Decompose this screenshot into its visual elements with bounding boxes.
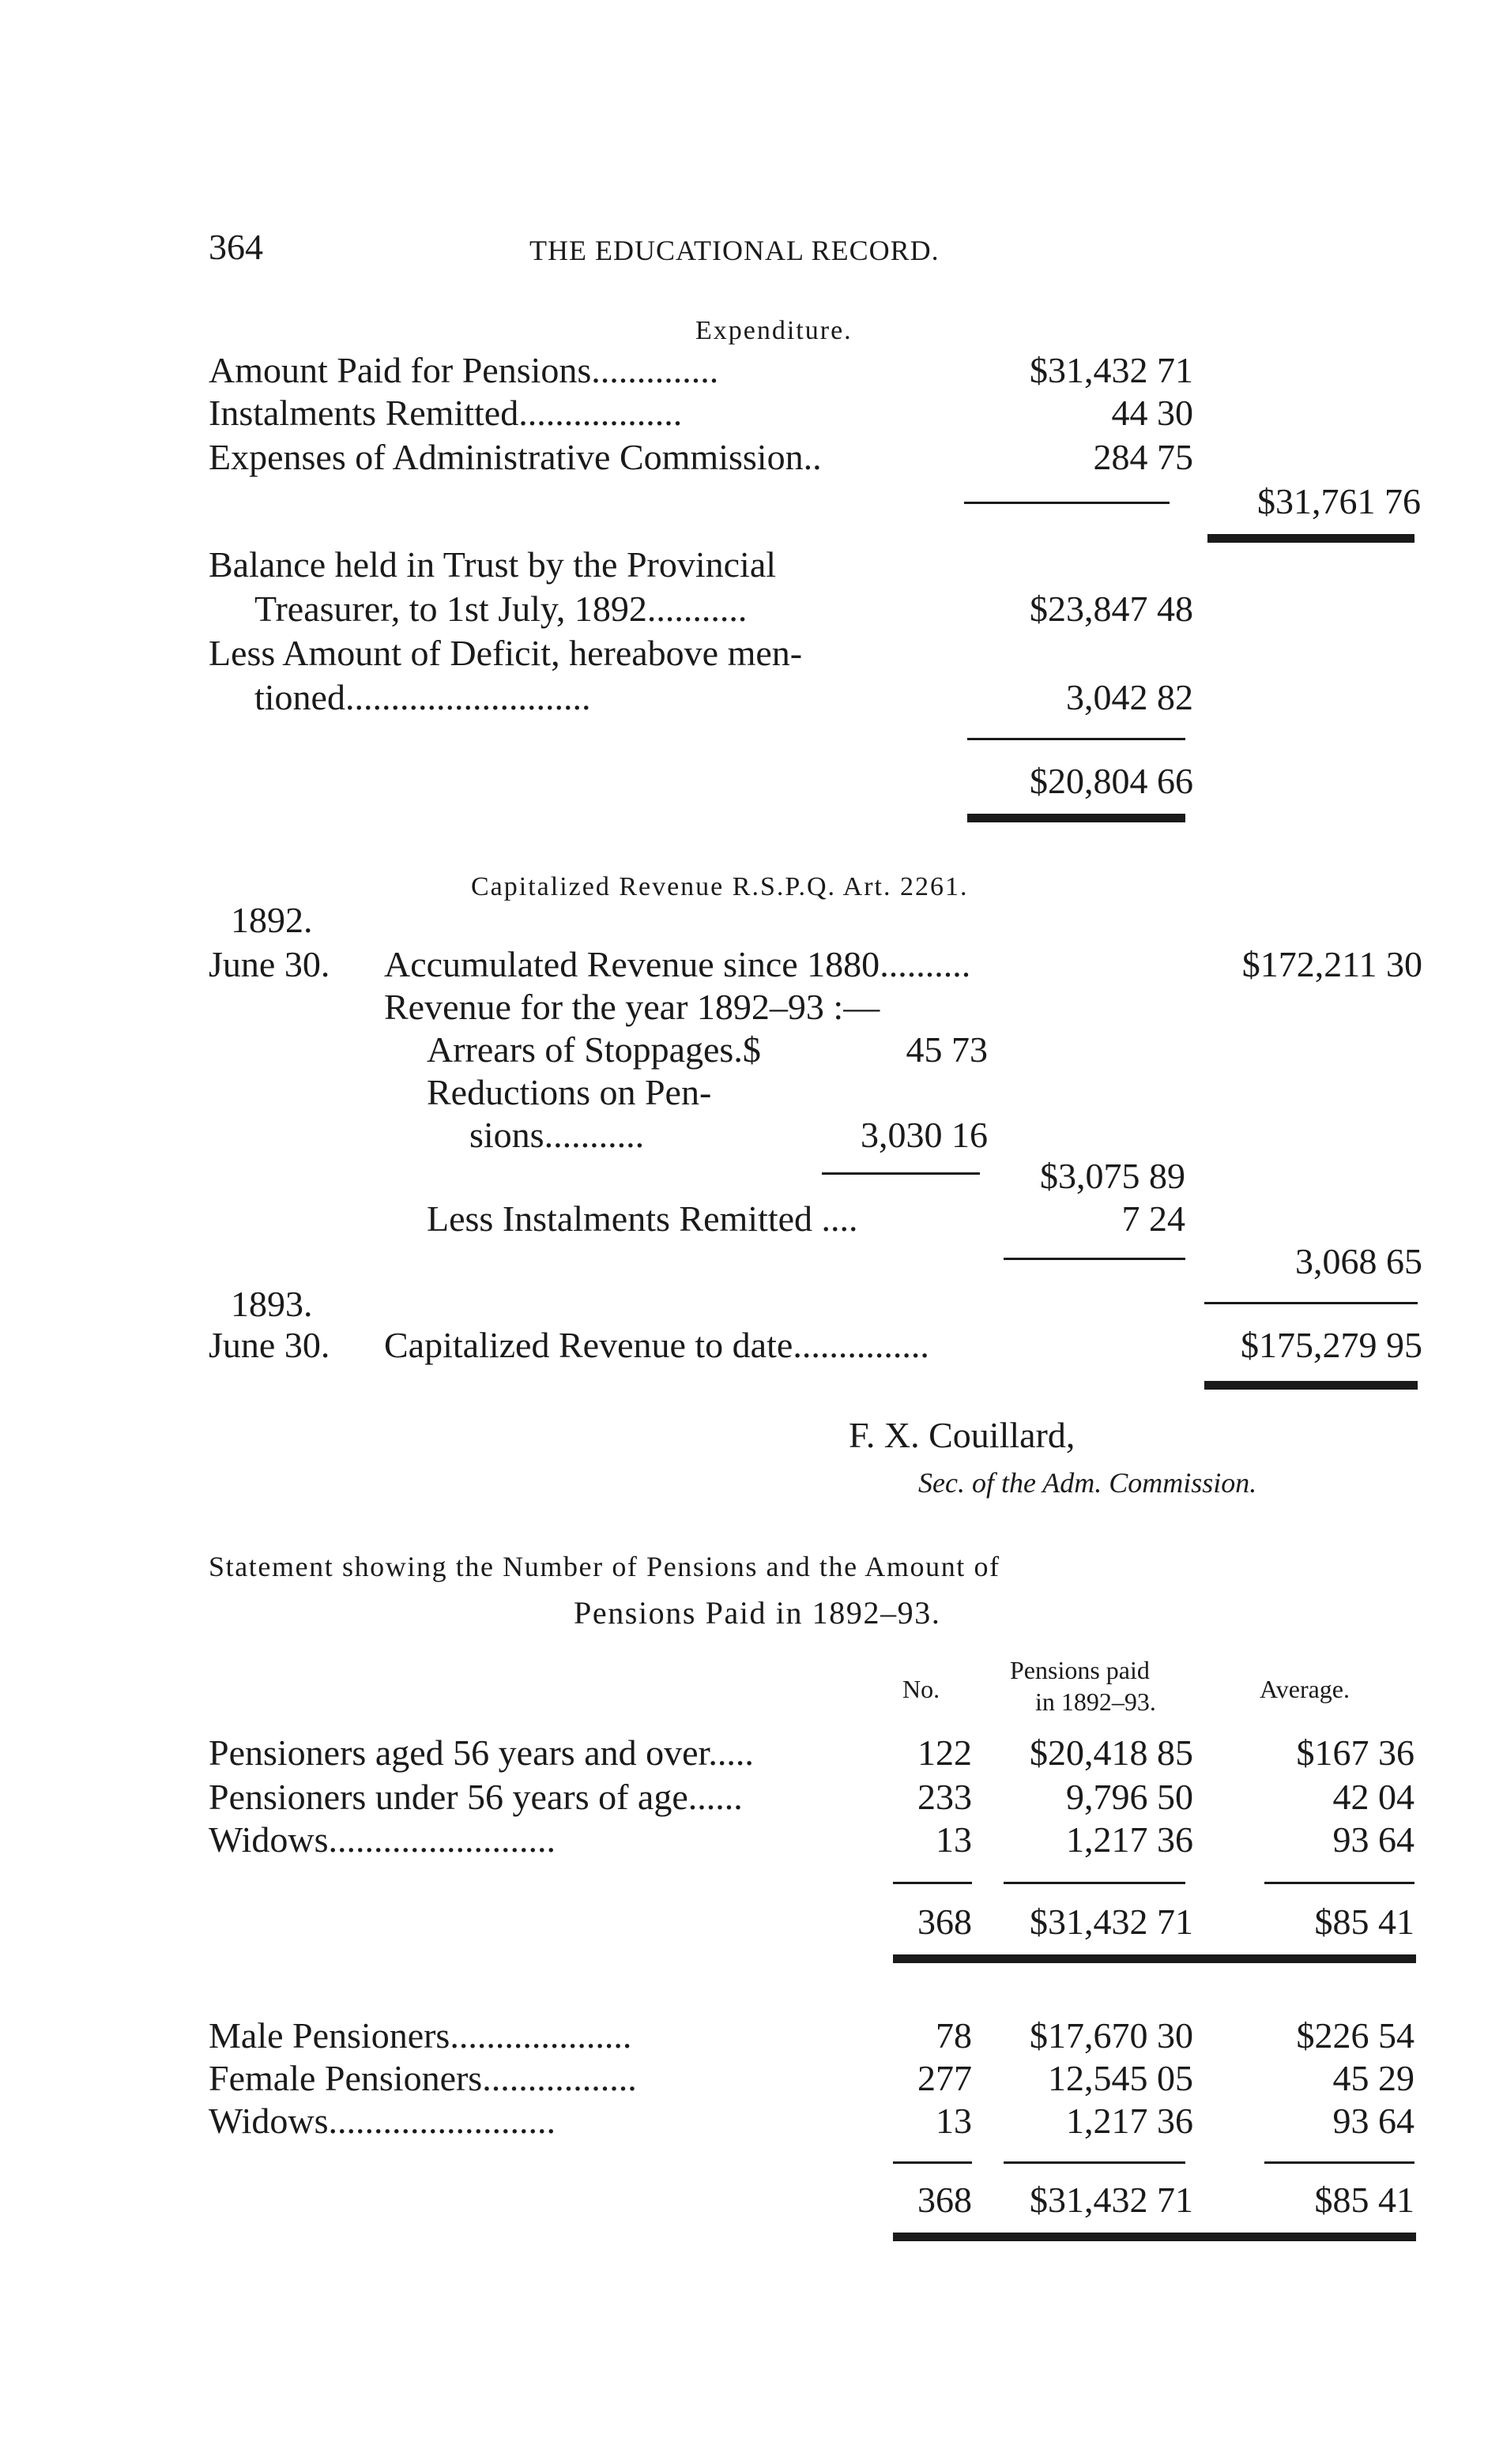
column-rule	[893, 1882, 972, 1884]
table-row: Widows.........................	[209, 1819, 556, 1860]
statement-title: Statement showing the Number of Pensions and the Amount of	[209, 1551, 1000, 1582]
balance-line: tioned...........................	[254, 677, 591, 717]
column-rule	[1264, 1882, 1414, 1884]
expenditure-subtotal-rule	[964, 502, 1170, 504]
balance-line: Balance held in Trust by the Provincial	[209, 544, 777, 585]
total-avg: $85 41	[1314, 2180, 1414, 2220]
total-double-rule	[893, 2233, 1416, 2241]
column-rule	[1264, 2161, 1414, 2164]
less-instalments-label: Less Instalments Remitted ....	[427, 1198, 858, 1239]
column-header-paid: in 1892–93.	[1035, 1687, 1156, 1716]
to-date-label: Capitalized Revenue to date...............	[384, 1325, 929, 1365]
table-cell-avg: 42 04	[1332, 1777, 1414, 1817]
balance-line: Treasurer, to 1st July, 1892...........	[254, 589, 748, 629]
balance-net-double-rule	[967, 814, 1185, 822]
statement-title: Pensions Paid in 1892–93.	[574, 1595, 941, 1631]
total-paid: $31,432 71	[1030, 2180, 1193, 2220]
column-header-average: Average.	[1260, 1675, 1350, 1703]
expenditure-total: $31,761 76	[1257, 481, 1421, 521]
total-avg: $85 41	[1314, 1902, 1414, 1942]
signature-name: F. X. Couillard,	[849, 1415, 1075, 1455]
table-cell-paid: $20,418 85	[1030, 1732, 1193, 1773]
table-row: Pensioners under 56 years of age......	[209, 1777, 743, 1817]
table-row: Widows.........................	[209, 2101, 556, 2141]
table-cell-paid: 9,796 50	[1066, 1777, 1193, 1817]
reductions-amount: 3,030 16	[861, 1115, 988, 1155]
expenditure-row-label: Amount Paid for Pensions..............	[209, 350, 719, 390]
column-rule	[1004, 1882, 1185, 1884]
to-date-rule	[1204, 1302, 1418, 1304]
less-instalments-amount: 7 24	[1121, 1198, 1185, 1239]
table-cell-paid: 12,545 05	[1048, 2058, 1193, 2098]
table-cell-paid: 1,217 36	[1066, 1819, 1193, 1860]
table-cell-no: 122	[917, 1732, 972, 1773]
capitalized-heading: Capitalized Revenue R.S.P.Q. Art. 2261.	[471, 872, 969, 901]
capitalized-subtotal: $3,075 89	[1040, 1156, 1185, 1196]
table-cell-avg: 45 29	[1332, 2058, 1414, 2098]
expenditure-total-double-rule	[1207, 534, 1414, 543]
table-cell-avg: 93 64	[1332, 1819, 1414, 1860]
to-date-double-rule	[1204, 1381, 1418, 1390]
table-row: Female Pensioners.................	[209, 2058, 637, 2098]
table-cell-avg: 93 64	[1332, 2101, 1414, 2141]
revenue-year-label: Revenue for the year 1892–93 :—	[384, 987, 880, 1027]
table-cell-avg: $167 36	[1296, 1732, 1414, 1773]
arrears-amount: 45 73	[906, 1029, 988, 1070]
expenditure-row-label: Expenses of Administrative Commission..	[209, 437, 822, 477]
capitalized-date: June 30.	[209, 1325, 330, 1365]
table-cell-no: 13	[936, 2101, 972, 2141]
total-no: 368	[917, 1902, 972, 1942]
capitalized-date: June 30.	[209, 944, 330, 984]
running-title: THE EDUCATIONAL RECORD.	[529, 235, 940, 266]
net-revenue-rule	[1004, 1258, 1185, 1260]
to-date-amount: $175,279 95	[1241, 1325, 1422, 1365]
reductions-label: Reductions on Pen-	[427, 1072, 712, 1112]
total-double-rule	[893, 1954, 1416, 1963]
accumulated-amount: $172,211 30	[1241, 944, 1422, 984]
capitalized-year: 1893.	[231, 1284, 313, 1324]
expenditure-row-amount: 44 30	[1111, 393, 1193, 433]
table-cell-paid: $17,670 30	[1030, 2015, 1193, 2056]
accumulated-label: Accumulated Revenue since 1880..........	[384, 944, 971, 984]
column-rule	[1004, 2161, 1185, 2164]
balance-line: Less Amount of Deficit, hereabove men-	[209, 633, 803, 673]
table-row: Pensioners aged 56 years and over.....	[209, 1732, 754, 1773]
table-cell-no: 277	[917, 2058, 972, 2098]
arrears-label: Arrears of Stoppages.$	[427, 1029, 761, 1070]
expenditure-row-amount: 284 75	[1093, 437, 1193, 477]
signature-title: Sec. of the Adm. Commission.	[918, 1467, 1257, 1499]
reductions-label: sions...........	[469, 1115, 645, 1155]
capitalized-year: 1892.	[231, 900, 313, 940]
column-rule	[893, 2161, 972, 2164]
page-number: 364	[209, 227, 263, 267]
expenditure-row-label: Instalments Remitted..................	[209, 393, 683, 433]
total-no: 368	[917, 2180, 972, 2220]
table-cell-no: 233	[917, 1777, 972, 1817]
table-cell-no: 13	[936, 1819, 972, 1860]
table-cell-paid: 1,217 36	[1066, 2101, 1193, 2141]
column-header-no: No.	[902, 1675, 940, 1703]
expenditure-row-amount: $31,432 71	[1030, 350, 1193, 390]
expenditure-heading: Expenditure.	[695, 316, 853, 345]
balance-rule	[967, 738, 1185, 740]
net-revenue: 3,068 65	[1295, 1241, 1422, 1281]
table-cell-no: 78	[936, 2015, 972, 2056]
table-row: Male Pensioners....................	[209, 2015, 632, 2056]
balance-amount: $23,847 48	[1030, 589, 1193, 629]
column-header-paid: Pensions paid	[1010, 1656, 1150, 1684]
table-cell-avg: $226 54	[1296, 2015, 1414, 2056]
balance-amount: 3,042 82	[1066, 677, 1193, 717]
balance-net: $20,804 66	[1030, 761, 1193, 801]
total-paid: $31,432 71	[1030, 1902, 1193, 1942]
